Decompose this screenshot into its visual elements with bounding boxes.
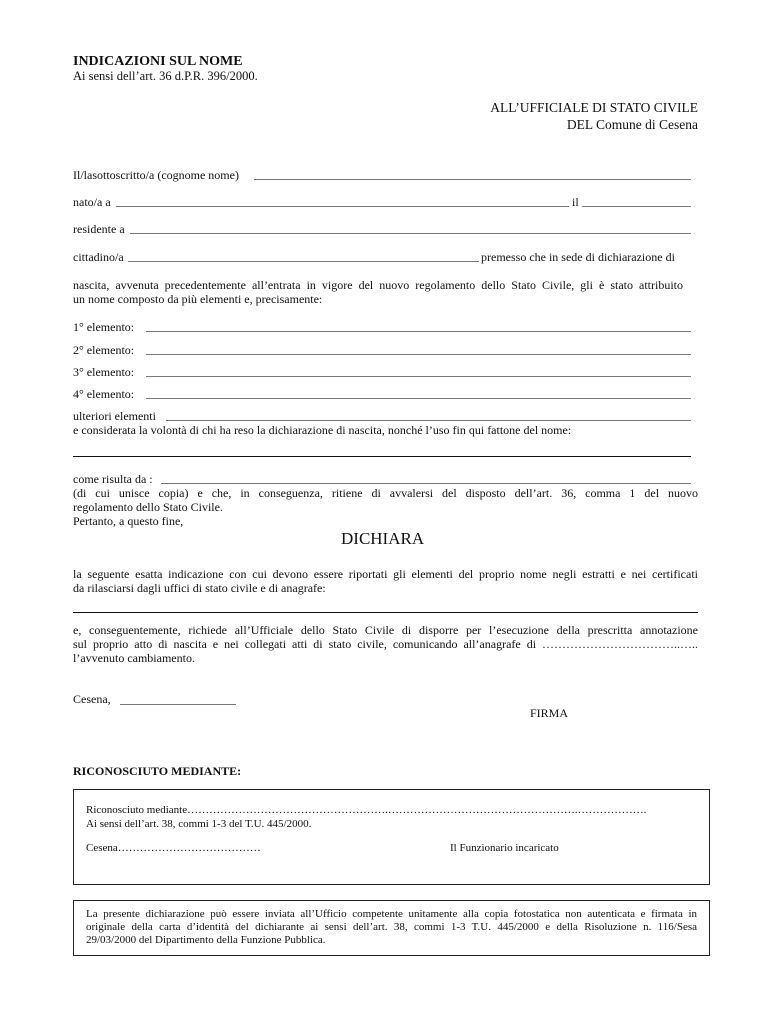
recognition-place: Cesena………………………………… <box>86 842 261 854</box>
element-1-label: 1° elemento: <box>73 320 135 334</box>
declares-heading: DICHIARA <box>341 529 425 548</box>
birthdate-field[interactable] <box>582 206 691 207</box>
recognition-heading: RICONOSCIUTO MEDIANTE: <box>73 764 242 778</box>
recognition-official: Il Funzionario incaricato <box>450 842 559 854</box>
further-elements-label: ulteriori elementi <box>73 409 156 423</box>
signature-label: FIRMA <box>530 706 569 720</box>
residence-label: residente a <box>73 222 125 236</box>
birthplace-field[interactable] <box>116 206 569 207</box>
recognition-law: Ai sensi dell’art. 38, commi 1-3 del T.U. 445/2000. <box>86 818 312 830</box>
paragraph-request: e, conseguentemente, richiede all’Ufficiale dello Stato Civile di disporre per l’esecuzione della prescritta annotazione <box>73 623 698 637</box>
paragraph-birth: nascita, avvenuta precedentemente all’entrata in vigore del nuovo regolamento dello Stato Civile, gli è stato attribuito <box>73 278 683 292</box>
form-title: INDICAZIONI SUL NOME <box>73 54 243 69</box>
note-line-2: originale della carta d’identità del dichiarante ai sensi dell’art. 38, commi 1-3 T.U. 445/2000 e della Risoluzione n. 116/Sesa <box>86 921 697 933</box>
note-line-1: La presente dichiarazione può essere inviata all’Ufficio competente unitamente alla copia fotostatica non autenticata e firmata in <box>86 908 697 920</box>
citizenship-label: cittadino/a <box>73 250 124 264</box>
premise-text: premesso che in sede di dichiarazione di <box>481 250 675 264</box>
paragraph-indication: la seguente esatta indicazione con cui devono essere riportati gli elementi del proprio nome negli estratti e nei certificati <box>73 567 698 581</box>
paragraph-request-cont: sul proprio atto di nascita e nei collegati atti di stato civile, comunicando all’anagrafe di ……………………………..….. <box>73 637 698 651</box>
paragraph-request-end: l’avvenuto cambiamento. <box>73 651 195 665</box>
birthplace-label: nato/a a <box>73 195 111 209</box>
paragraph-copy-cont: regolamento dello Stato Civile. <box>73 500 223 514</box>
date-field[interactable] <box>120 704 236 705</box>
element-3-field[interactable] <box>146 376 691 377</box>
undersigned-label: Il/lasottoscritto/a (cognome nome) <box>73 168 239 182</box>
citizenship-field[interactable] <box>128 261 479 262</box>
name-usage-field[interactable] <box>73 456 691 457</box>
note-box <box>73 900 710 956</box>
therefore-text: Pertanto, a questo fine, <box>73 514 184 528</box>
recognition-method: Riconosciuto mediante……………………………………………….…………………………………………….………………. <box>86 804 647 816</box>
element-1-field[interactable] <box>146 331 691 332</box>
birthdate-label: il <box>572 195 579 209</box>
recipient-municipality: DEL Comune di Cesena <box>566 117 698 132</box>
paragraph-birth-cont: un nome composto da più elementi e, precisamente: <box>73 292 323 306</box>
residence-field[interactable] <box>130 233 691 234</box>
further-elements-field[interactable] <box>166 420 691 421</box>
element-2-field[interactable] <box>146 354 691 355</box>
source-field[interactable] <box>161 483 691 484</box>
element-3-label: 3° elemento: <box>73 365 135 379</box>
recognition-box <box>73 789 710 885</box>
note-line-3: 29/03/2000 del Dipartimento della Funzione Pubblica. <box>86 934 326 946</box>
undersigned-field[interactable] <box>254 179 691 180</box>
considered-text: e considerata la volontà di chi ha reso la dichiarazione di nascita, nonché l’uso fin qui fattone del nome: <box>73 423 572 437</box>
element-4-label: 4° elemento: <box>73 387 135 401</box>
name-indication-field[interactable] <box>73 612 698 613</box>
recipient-office: ALL’UFFICIALE DI STATO CIVILE <box>490 100 698 115</box>
element-4-field[interactable] <box>146 398 691 399</box>
paragraph-copy: (di cui unisce copia) e che, in conseguenza, ritiene di avvalersi del disposto dell’art. 36, comma 1 del nuovo <box>73 486 698 500</box>
form-subtitle: Ai sensi dell’art. 36 d.P.R. 396/2000. <box>73 69 258 83</box>
source-label: come risulta da : <box>73 472 153 486</box>
place-label: Cesena, <box>73 692 111 706</box>
element-2-label: 2° elemento: <box>73 343 135 357</box>
paragraph-indication-cont: da rilasciarsi dagli uffici di stato civile e di anagrafe: <box>73 581 326 595</box>
